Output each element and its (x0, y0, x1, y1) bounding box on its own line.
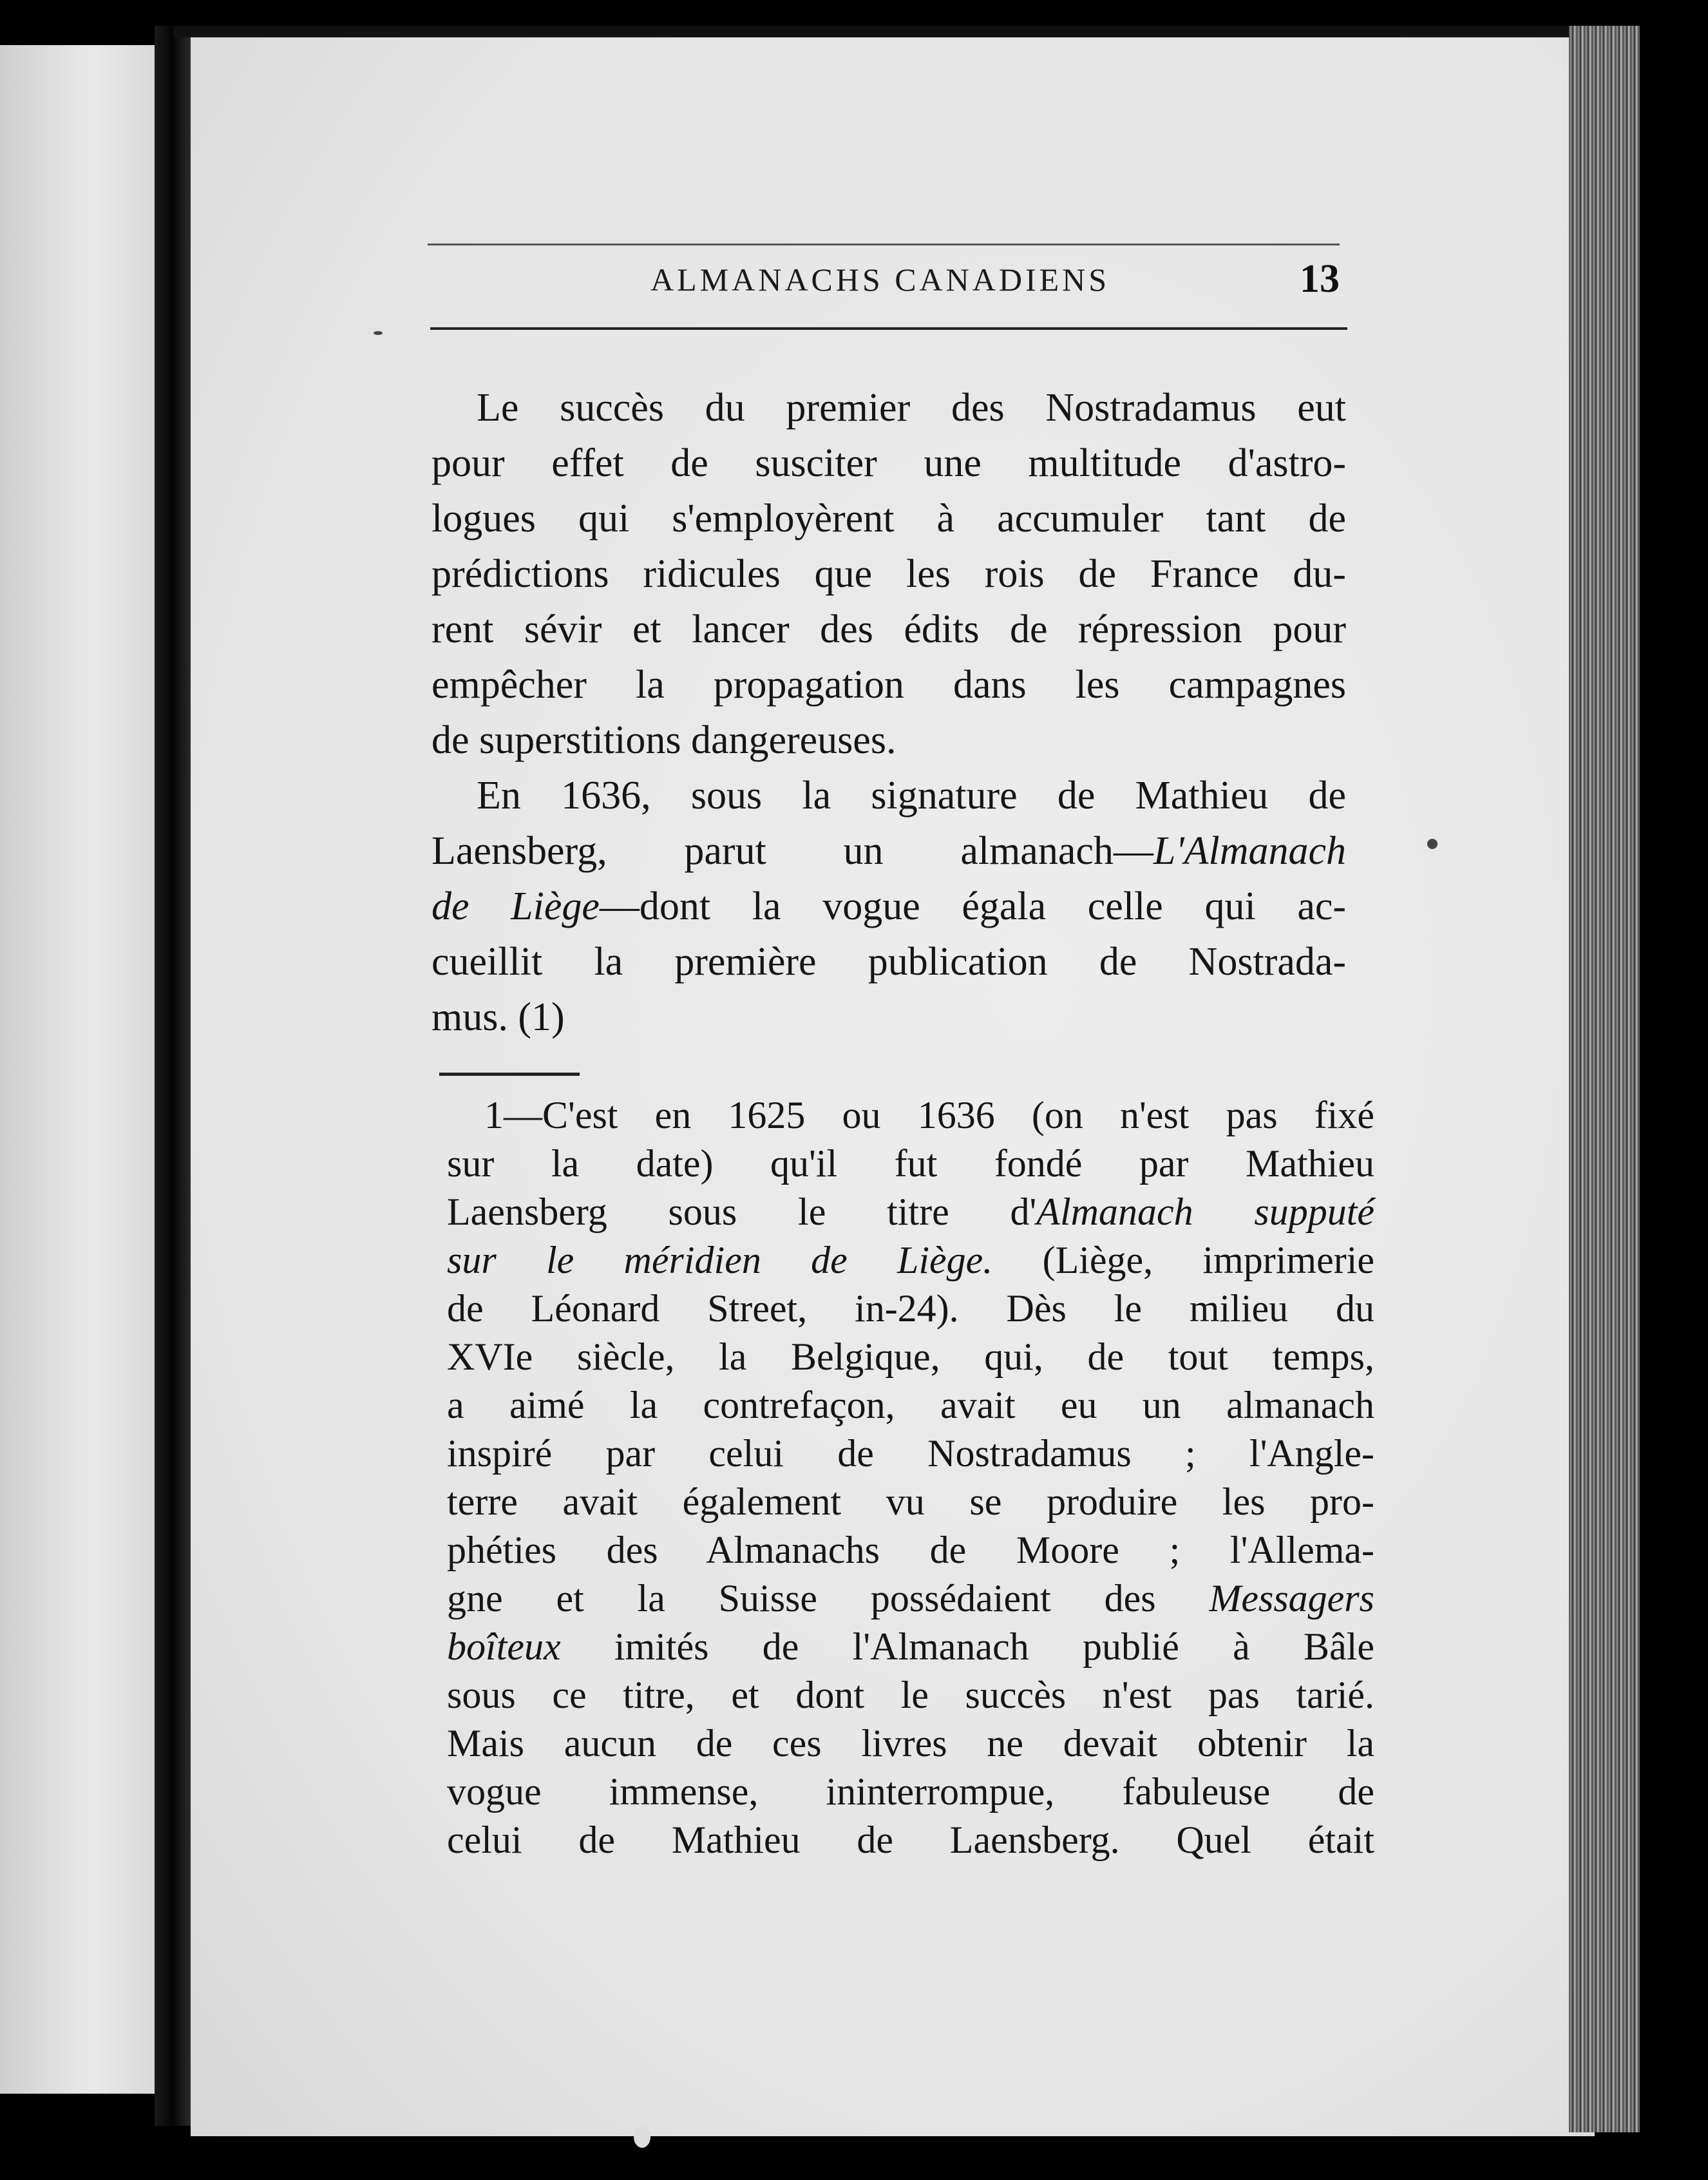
header-rule-top (428, 244, 1340, 245)
footnote-italic: Messagers (1209, 1577, 1374, 1620)
footnote-line: vogue immense, ininterrompue, fabuleuse de (447, 1770, 1374, 1813)
footnote-line: terre avait également vu se produire les pro- (447, 1480, 1374, 1523)
body-line: rent sévir et lancer des édits de répression pour (432, 607, 1346, 651)
footnote-text-span: imités de l'Almanach publié à Bâle (560, 1625, 1374, 1668)
body-text-span: Laensberg, parut un almanach— (432, 829, 1153, 873)
body-line (432, 879, 1346, 934)
footnote-text-span: Laensberg sous le titre d' (447, 1190, 1037, 1233)
body-line (432, 823, 1346, 879)
body-line: prédictions ridicules que les rois de France du- (432, 552, 1346, 596)
footnote-italic: Almanach supputé (1036, 1190, 1374, 1233)
footnote-italic: sur le méridien de Liège. (447, 1239, 993, 1281)
footnote-line (447, 1184, 1374, 1239)
body-line: mus. (1) (432, 995, 565, 1039)
header-rule-bottom (430, 327, 1347, 330)
footnote-text-span: gne et la Suisse possédaient des (447, 1577, 1210, 1620)
page-stack-edge (1569, 26, 1640, 2132)
footnote-line (447, 1571, 1374, 1626)
body-line: empêcher la propagation dans les campagnes (432, 663, 1346, 707)
body-line: En 1636, sous la signature de Mathieu de (477, 774, 1346, 818)
footnote-line: Mais aucun de ces livres ne devait obtenir la (447, 1722, 1374, 1764)
body-line: pour effet de susciter une multitude d'astro- (432, 441, 1346, 485)
footnote-line: sous ce titre, et dont le succès n'est pas tarié. (447, 1674, 1374, 1716)
footnote-line (447, 1619, 1374, 1674)
footnote-line: inspiré par celui de Nostradamus ; l'Angle- (447, 1432, 1374, 1475)
footnote-line: XVIe siècle, la Belgique, qui, de tout temps, (447, 1335, 1374, 1378)
ink-speck (1427, 839, 1438, 849)
footnote-line: a aimé la contrefaçon, avait eu un almanach (447, 1384, 1374, 1426)
running-head: ALMANACHS CANADIENS (650, 262, 1110, 298)
almanach-title-italic: L'Almanach (1153, 829, 1346, 873)
body-text-span: —dont la vogue égala celle qui ac- (599, 884, 1347, 928)
paper-flaw (634, 2126, 650, 2148)
body-line: Le succès du premier des Nostradamus eut (477, 386, 1346, 430)
body-line: cueillit la première publication de Nostrada- (432, 940, 1346, 984)
footnote-line: 1—C'est en 1625 ou 1636 (on n'est pas fixé (484, 1094, 1374, 1136)
footnote-line (447, 1232, 1374, 1288)
footnote-line: phéties des Almanachs de Moore ; l'Allema- (447, 1529, 1374, 1571)
page-number: 13 (1300, 257, 1340, 301)
footnote-line: sur la date) qu'il fut fondé par Mathieu (447, 1142, 1374, 1185)
page-top-edge (174, 26, 1591, 37)
ink-speck (374, 331, 383, 335)
left-page-edge (0, 45, 155, 2094)
footnote-italic: boîteux (447, 1625, 561, 1668)
footnote-separator (439, 1073, 580, 1076)
footnote-text-span: (Liège, imprimerie (992, 1239, 1374, 1281)
almanach-title-italic: de Liège (432, 884, 600, 928)
footnote-line: celui de Mathieu de Laensberg. Quel était (447, 1819, 1374, 1861)
footnote-line: de Léonard Street, in-24). Dès le milieu du (447, 1287, 1374, 1330)
book-gutter (155, 26, 191, 2126)
body-line: logues qui s'employèrent à accumuler tant de (432, 497, 1346, 540)
body-line: de superstitions dangereuses. (432, 718, 897, 762)
